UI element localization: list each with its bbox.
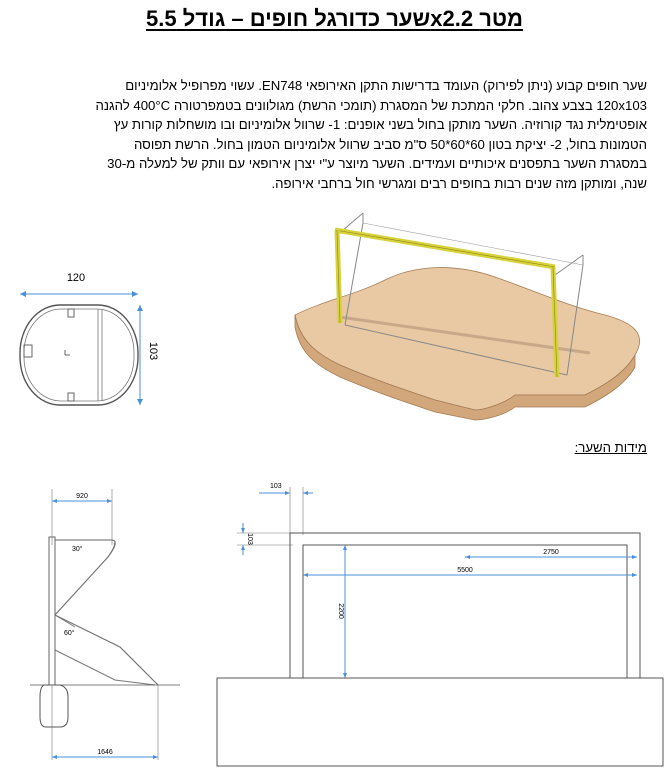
side-angle-2: 60° (64, 630, 75, 637)
profile-width-label: 120 (66, 272, 86, 284)
description-line: שער חופים קבוע (ניתן לפירוק) העומד בדרישות התקן האירופאי EN748. עשוי מפרופיל אלומיניום (125, 78, 647, 93)
profile-cross-section (10, 265, 160, 415)
description-line: אופטימלית נגד קורוזיה. השער מותקן בחול בשני אופנים: 1- שרוול אלומיניום ובו מושחלות קורות עץ (113, 117, 647, 132)
description-line: 120x103 בצבע צהוב. חלקי המתכת של המסגרת (תומכי הרשת) מגולוונים בטמפרטורה 400°C להגנה (95, 97, 647, 113)
dimensions-heading: מידות השער: (574, 440, 647, 455)
front-half-width-label: 2750 (543, 549, 559, 556)
side-angle-1: 30° (72, 546, 83, 553)
description (22, 76, 647, 193)
front-post-label: 103 (270, 483, 282, 490)
side-view-drawing (30, 485, 180, 765)
side-bottom-label: 1646 (97, 749, 113, 756)
goal-3d-illustration (285, 205, 650, 420)
description-line: שנה, ומותקן מזה שנים רבות בחופים רבים ומגרשי חול ברחבי אירופה. (271, 175, 647, 191)
front-height-label: 2200 (337, 603, 344, 619)
description-line: במסגרת השער בתפסנים איכותיים ועמידים. השער מיוצר ע"י יצרן אירופאי עם וותק של למעלה מ-30 (107, 156, 647, 171)
front-view-drawing (215, 475, 665, 770)
profile-height-label: 103 (147, 341, 159, 361)
side-top-label: 920 (76, 493, 88, 500)
front-bar-label: 103 (246, 533, 253, 545)
description-line: הטמונות בחול, 2- יציקת בטון 60*60*50 ס"מ סביב שרוול אלומיניום הטמון בחול. הרשת תפוסה (133, 136, 647, 152)
front-full-width-label: 5500 (457, 567, 473, 574)
page-title: שער כדורגל חופים – גודל 5.5x2.2 מטר (146, 6, 523, 31)
